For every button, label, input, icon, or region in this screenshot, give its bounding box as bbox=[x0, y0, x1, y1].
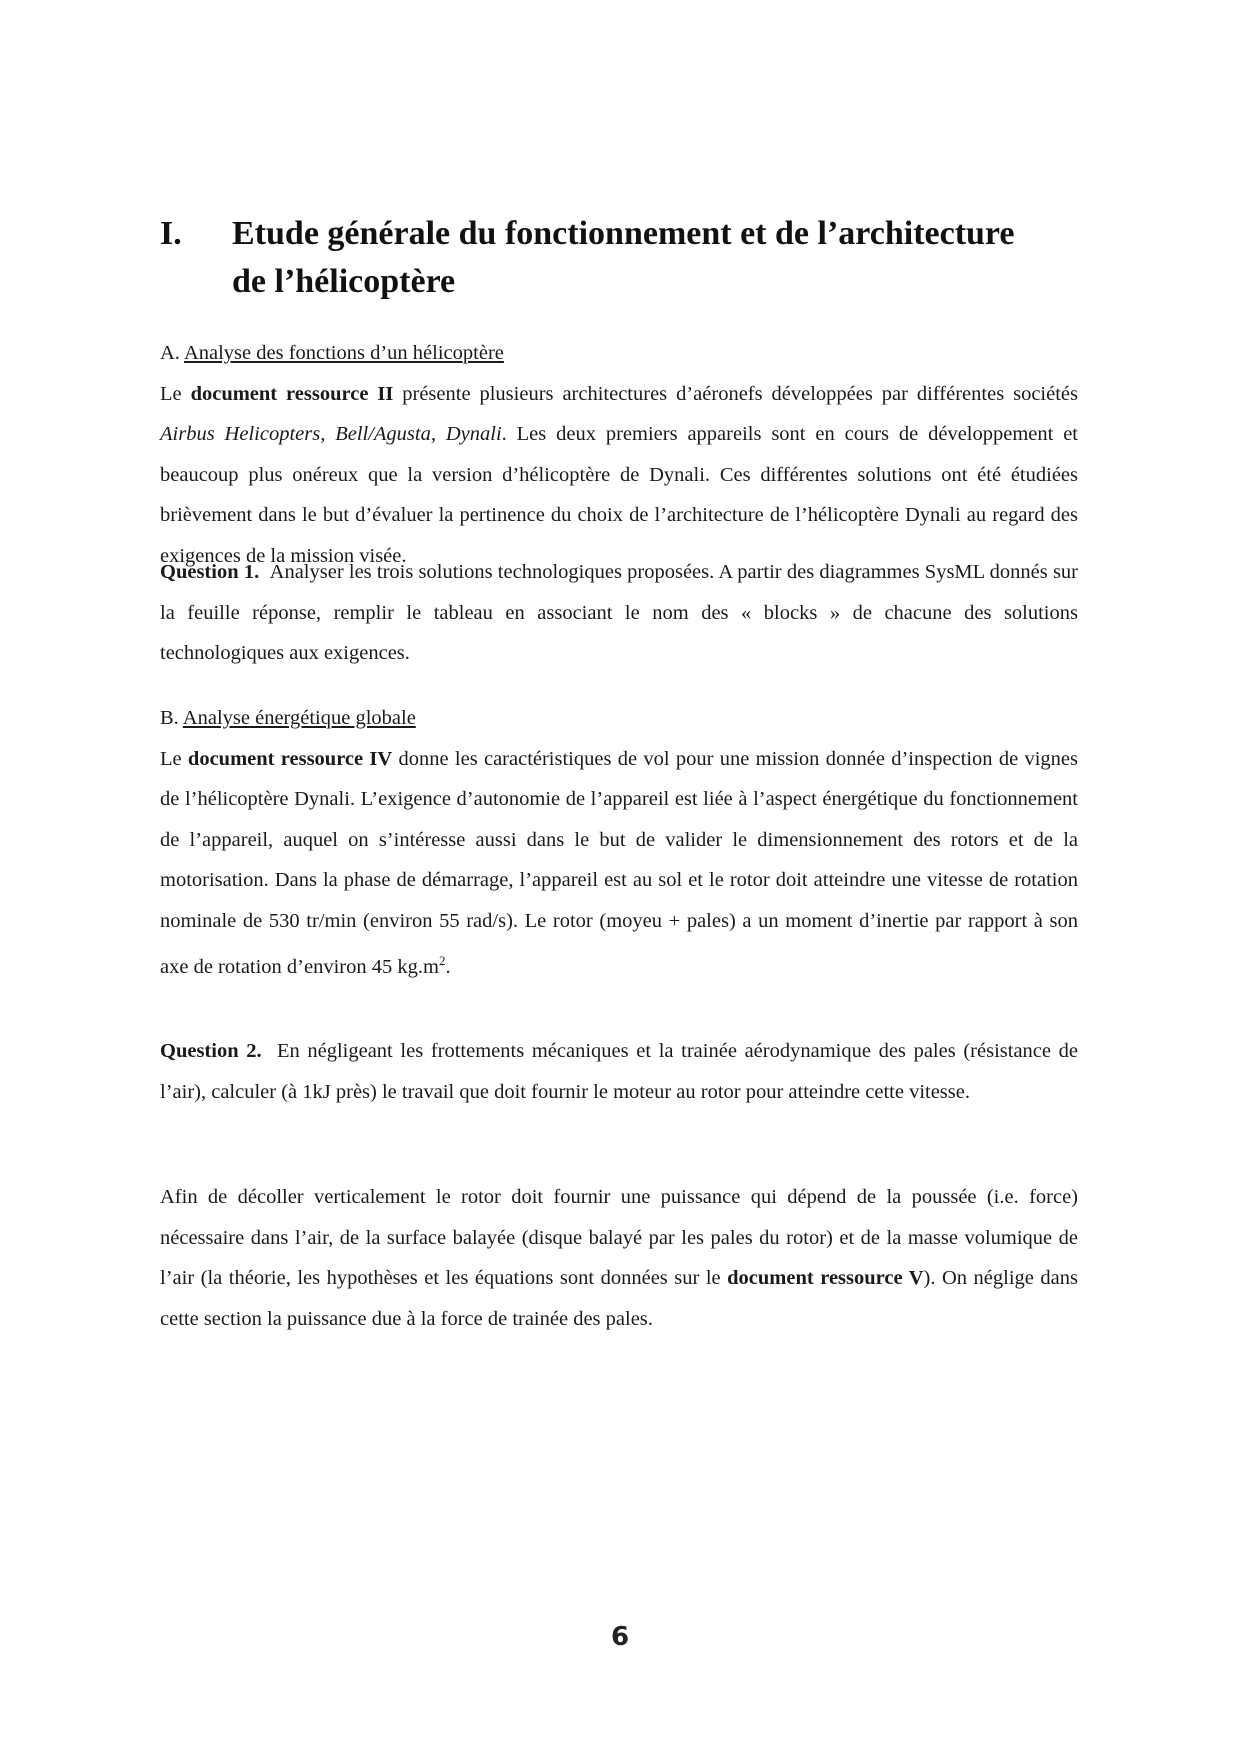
subsection-b bbox=[160, 698, 1078, 987]
final-text-1: Afin de décoller verticalement le rotor doit fournir une puissance qui dépend de la poussée (i.e. force) nécessaire dans l’air, de la surface balayée (disque balayé par les pales du rotor) et de la masse volumique de l’air (la théorie, les hypothèses et les équations sont données sur le bbox=[160, 1186, 1078, 1289]
subsection-a-heading bbox=[160, 333, 1078, 374]
document-ressource-iv: document ressource IV bbox=[187, 747, 393, 770]
company-names: Airbus Helicopters, Bell/Agusta, Dynali bbox=[160, 423, 502, 445]
para-a-text-1: présente plusieurs architectures d’aéronefs développées par différentes sociétés bbox=[393, 382, 1078, 405]
subsection-a bbox=[160, 333, 1078, 576]
para-a-text-2: . Les deux premiers appareils sont en cours de développement et beaucoup plus onéreux que la version d’hélicoptère de Dynali. Ces différentes solutions ont été étudiées brièvement dans le but d’évaluer la pertinence du choix de l’architecture de l’hélicoptère Dynali au regard des exigences de la mission visée. bbox=[160, 423, 1079, 567]
question-1 bbox=[160, 552, 1078, 674]
section-title-line-1: Etude générale du fonctionnement et de l’architecture bbox=[232, 215, 1015, 252]
subsection-a-title: Analyse des fonctions d’un hélicoptère bbox=[183, 342, 504, 364]
final-paragraph bbox=[160, 1177, 1078, 1339]
final-text-2: ). On néglige dans cette section la puissance due à la force de trainée des pales. bbox=[160, 1267, 1078, 1330]
section-heading bbox=[160, 210, 1090, 306]
question-1-label: Question 1. bbox=[160, 561, 260, 583]
para-b-end: . bbox=[445, 955, 451, 978]
question-2-label: Question 2. bbox=[160, 1040, 262, 1062]
page-number: 6 bbox=[610, 1622, 630, 1652]
section-number: I. bbox=[160, 215, 182, 252]
para-b-text-start: Le bbox=[160, 747, 188, 770]
subsection-b-paragraph bbox=[160, 739, 1078, 988]
question-2-text: En négligeant les frottements mécaniques et la trainée aérodynamique des pales (résistance de l’air), calculer (à 1kJ près) le travail que doit fournir le moteur au rotor pour atteindre cette vitesse. bbox=[160, 1040, 1078, 1103]
para-b-text-1: donne les caractéristiques de vol pour une mission donnée d’inspection de vignes de l’hélicoptère Dynali. L’exigence d’autonomie de l’appareil est liée à l’aspect énergétique du fonctionnement de l’appareil, auquel on s’intéresse aussi dans le but de valider le dimensionnement des rotors et de la motorisation. Dans la phase de démarrage, l’appareil est au sol et le rotor doit atteindre une vitesse de rotation nominale de 530 tr/min (environ 55 rad/s). Le rotor (moyeu + pales) a un moment d’inertie par rapport à son axe de rotation d’environ 45 kg.m bbox=[160, 747, 1079, 978]
subsection-b-title: Analyse énergétique globale bbox=[182, 707, 416, 729]
subsection-b-heading bbox=[160, 698, 1078, 739]
para-a-text-start: Le bbox=[160, 382, 191, 405]
question-1-text: Analyser les trois solutions technologiques proposées. A partir des diagrammes SysML donnés sur la feuille réponse, remplir le tableau en associant le nom des « blocks » de chacune des solutions technologiques aux exigences. bbox=[160, 561, 1078, 664]
subsection-a-prefix: A. bbox=[160, 342, 184, 364]
subsection-b-prefix: B. bbox=[160, 707, 183, 729]
question-2 bbox=[160, 1031, 1078, 1112]
document-ressource-v: document ressource V bbox=[727, 1267, 924, 1289]
subsection-a-paragraph bbox=[160, 374, 1078, 577]
exponent: 2 bbox=[438, 953, 446, 968]
section-title-line-2: de l’hélicoptère bbox=[232, 263, 456, 300]
document-ressource-ii: document ressource II bbox=[190, 382, 394, 405]
